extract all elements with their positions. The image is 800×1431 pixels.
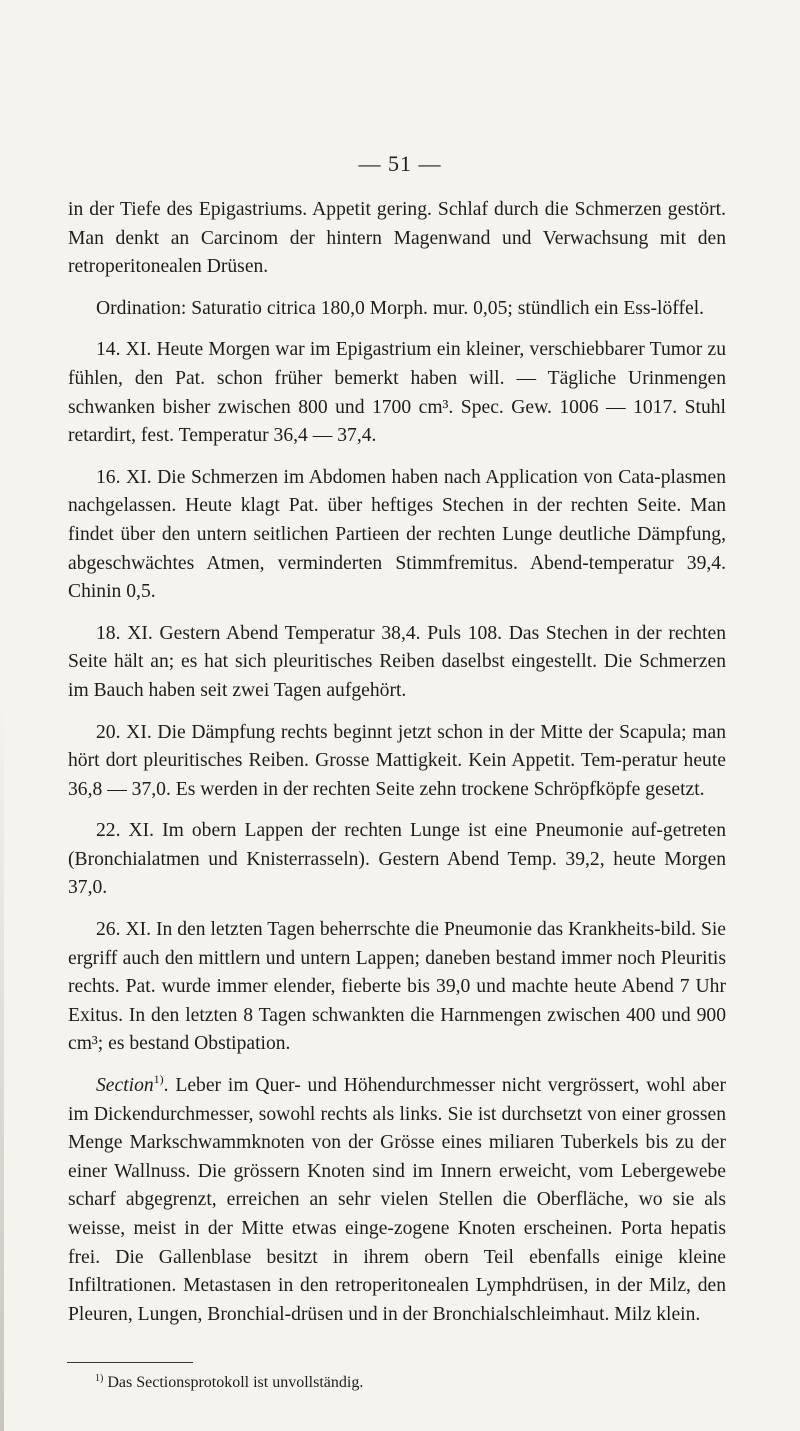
paragraph-continuation: in der Tiefe des Epigastriums. Appetit gering. Schlaf durch die Schmerzen gestört. Man denkt an Carcinom der hintern Magenwand und Verwachsung mit den retroperitonealen Drüsen.	[68, 199, 726, 278]
paragraph-entry-22-xi: 22. XI. Im obern Lappen der rechten Lunge ist eine Pneumonie auf-getreten (Bronchialatmen und Knisterrasseln). Gestern Abend Temp. 39,2, heute Morgen 37,0.	[68, 820, 726, 899]
paragraph-section	[68, 1072, 726, 1329]
section-heading: Section	[96, 1075, 154, 1097]
footnote-marker: 1)	[95, 1373, 104, 1384]
body-text	[68, 196, 726, 1342]
section-text: . Leber im Quer- und Höhendurchmesser nicht vergrössert, wohl aber im Dickendurchmesser, sowohl rechts als links. Sie ist durchsetzt von einer grossen Menge Markschwammknoten von der Grösse eines miliaren Tuberkels bis zu der einer Wallnuss. Die grössern Knoten sind im Innern erweicht, vom Lebergewebe scharf abgegrenzt, erreichen an sehr vielen Stellen die Oberfläche, wo sie als weisse, meist in der Mitte etwas einge-zogene Knoten erscheinen. Porta hepatis frei. Die Gallenblase besitzt in ihrem obern Teil ebenfalls einige kleine Infiltrationen. Metastasen in den retroperitonealen Lymphdrüsen, in der Milz, den Pleuren, Lungen, Bronchial-drüsen und in der Bronchialschleimhaut. Milz klein.	[68, 1075, 726, 1325]
footnote-text: Das Sectionsprotokoll ist unvollständig.	[107, 1374, 364, 1391]
paragraph-entry-18-xi: 18. XI. Gestern Abend Temperatur 38,4. Puls 108. Das Stechen in der rechten Seite hält an; es hat sich pleuritisches Reiben daselbst eingestellt. Die Schmerzen im Bauch haben seit zwei Tagen aufgehört.	[68, 622, 726, 701]
paragraph-entry-14-xi: 14. XI. Heute Morgen war im Epigastrium ein kleiner, verschiebbarer Tumor zu fühlen, den Pat. schon früher bemerkt haben will. — Tägliche Urinmengen schwanken bisher zwischen 800 und 1700 cm³. Spec. Gew. 1006 — 1017. Stuhl retardirt, fest. Temperatur 36,4 — 37,4.	[68, 339, 726, 447]
paragraph-entry-26-xi: 26. XI. In den letzten Tagen beherrschte die Pneumonie das Krankheits-bild. Sie ergriff auch den mittlern und untern Lappen; daneben bestand immer noch Pleuritis rechts. Pat. wurde immer elender, fieberte bis 39,0 und machte heute Abend 7 Uhr Exitus. In den letzten 8 Tagen schwankten die Harnmengen zwischen 400 und 900 cm³; es bestand Obstipation.	[68, 919, 726, 1055]
footnote	[95, 1373, 363, 1393]
footnote-divider	[67, 1362, 193, 1363]
page-edge-shadow	[0, 700, 4, 1431]
footnote-reference: 1)	[153, 1072, 164, 1087]
paragraph-entry-20-xi: 20. XI. Die Dämpfung rechts beginnt jetzt schon in der Mitte der Scapula; man hört dort pleuritisches Reiben. Grosse Mattigkeit. Kein Appetit. Tem-peratur heute 36,8 — 37,0. Es werden in der rechten Seite zehn trockene Schröpfköpfe gesetzt.	[68, 721, 726, 800]
page-number: — 51 —	[358, 151, 442, 176]
paragraph-ordination: Ordination: Saturatio citrica 180,0 Morph. mur. 0,05; stündlich ein Ess-löffel.	[96, 297, 705, 319]
paragraph-entry-16-xi: 16. XI. Die Schmerzen im Abdomen haben nach Application von Cata-plasmen nachgelassen. Heute klagt Pat. über heftiges Stechen in der rechten Seite. Man findet über den untern seitlichen Partieen der rechten Lunge deutliche Dämpfung, abgeschwächtes Atmen, verminderten Stimmfremitus. Abend-temperatur 39,4. Chinin 0,5.	[68, 466, 726, 603]
